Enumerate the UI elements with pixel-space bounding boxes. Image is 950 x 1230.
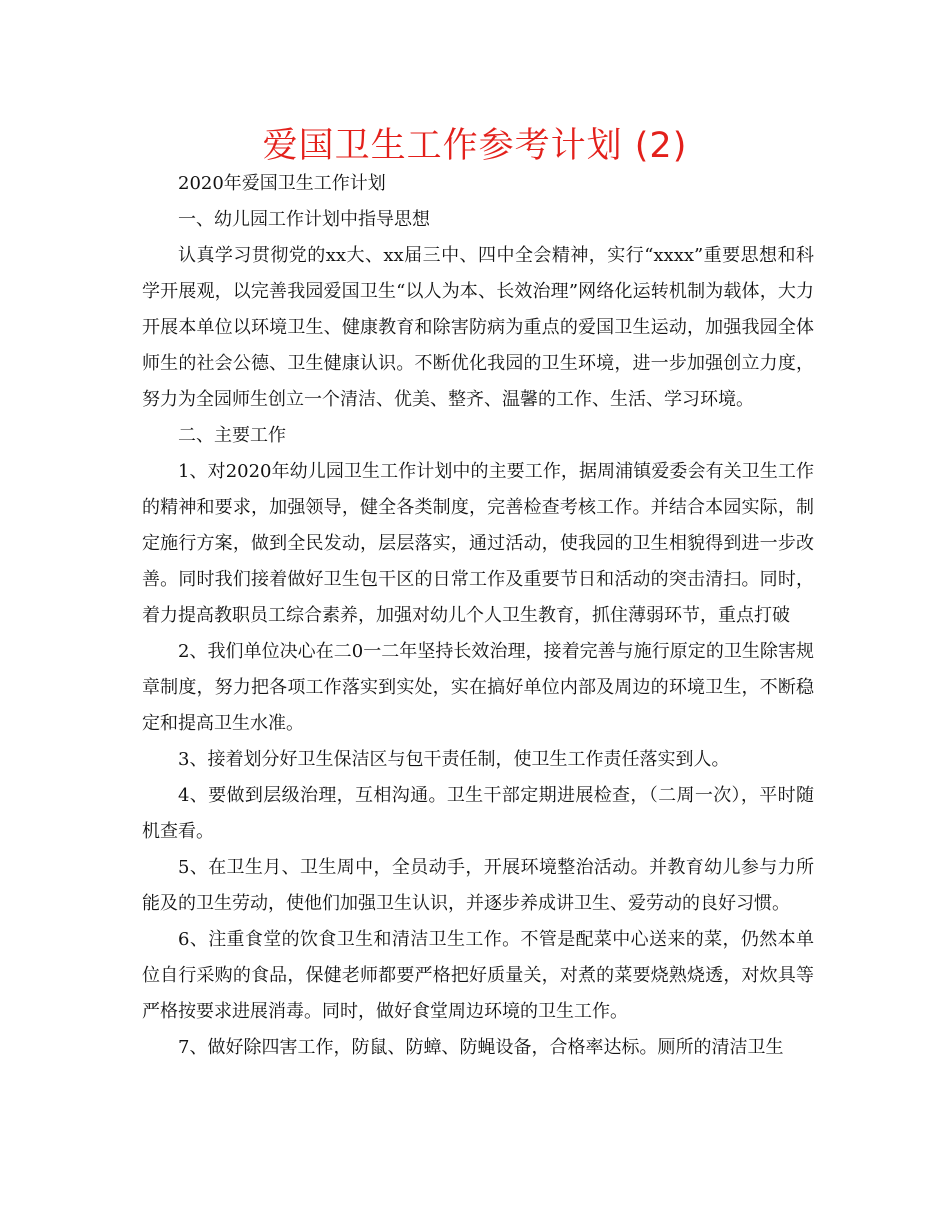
paragraph-item-6: 6、注重食堂的饮食卫生和清洁卫生工作。不管是配菜中心送来的菜，仍然本单位自行采购的食品，保健老师都要严格把好质量关，对煮的菜要烧熟烧透，对炊具等严格按要求进展消毒。同时，做好食堂周边环境的卫生工作。 (142, 929, 814, 1022)
document-body (142, 166, 814, 1066)
paragraph-item-2: 2、我们单位决心在二0一二年坚持长效治理，接着完善与施行原定的卫生除害规章制度，努力把各项工作落实到实处，实在搞好单位内部及周边的环境卫生，不断稳定和提高卫生水准。 (142, 641, 814, 734)
paragraph-guiding-thought: 认真学习贯彻党的xx大、xx届三中、四中全会精神，实行“xxxx”重要思想和科学开展观，以完善我园爱国卫生“以人为本、长效治理”网络化运转机制为载体，大力开展本单位以环境卫生、健康教育和除害防病为重点的爱国卫生运动，加强我园全体师生的社会公德、卫生健康认识。不断优化我园的卫生环境，进一步加强创立力度，努力为全园师生创立一个清洁、优美、整齐、温馨的工作、生活、学习环境。 (142, 245, 814, 410)
section-heading-main-work: 二、主要工作 (178, 425, 286, 446)
paragraph-item-1: 1、对2020年幼儿园卫生工作计划中的主要工作，据周浦镇爱委会有关卫生工作的精神和要求，加强领导，健全各类制度，完善检查考核工作。并结合本园实际，制定施行方案，做到全民发动，层层落实，通过活动，使我园的卫生相貌得到进一步改善。同时我们接着做好卫生包干区的日常工作及重要节日和活动的突击清扫。同时，着力提高教职员工综合素养，加强对幼儿个人卫生教育，抓住薄弱环节，重点打破 (142, 461, 814, 626)
paragraph-item-4: 4、要做到层级治理，互相沟通。卫生干部定期进展检查，（二周一次），平时随机查看。 (142, 785, 814, 842)
paragraph-item-7: 7、做好除四害工作，防鼠、防蟑、防蝇设备，合格率达标。厕所的清洁卫生 (178, 1037, 784, 1058)
document-title: 爱国卫生工作参考计划 (2) (262, 126, 688, 166)
subtitle-year-plan: 2020年爱国卫生工作计划 (178, 173, 386, 194)
section-heading-guiding-thought: 一、幼儿园工作计划中指导思想 (178, 209, 430, 230)
paragraph-item-3: 3、接着划分好卫生保洁区与包干责任制，使卫生工作责任落实到人。 (178, 749, 730, 770)
paragraph-item-5: 5、在卫生月、卫生周中，全员动手，开展环境整治活动。并教育幼儿参与力所能及的卫生劳动，使他们加强卫生认识，并逐步养成讲卫生、爱劳动的良好习惯。 (142, 857, 814, 914)
